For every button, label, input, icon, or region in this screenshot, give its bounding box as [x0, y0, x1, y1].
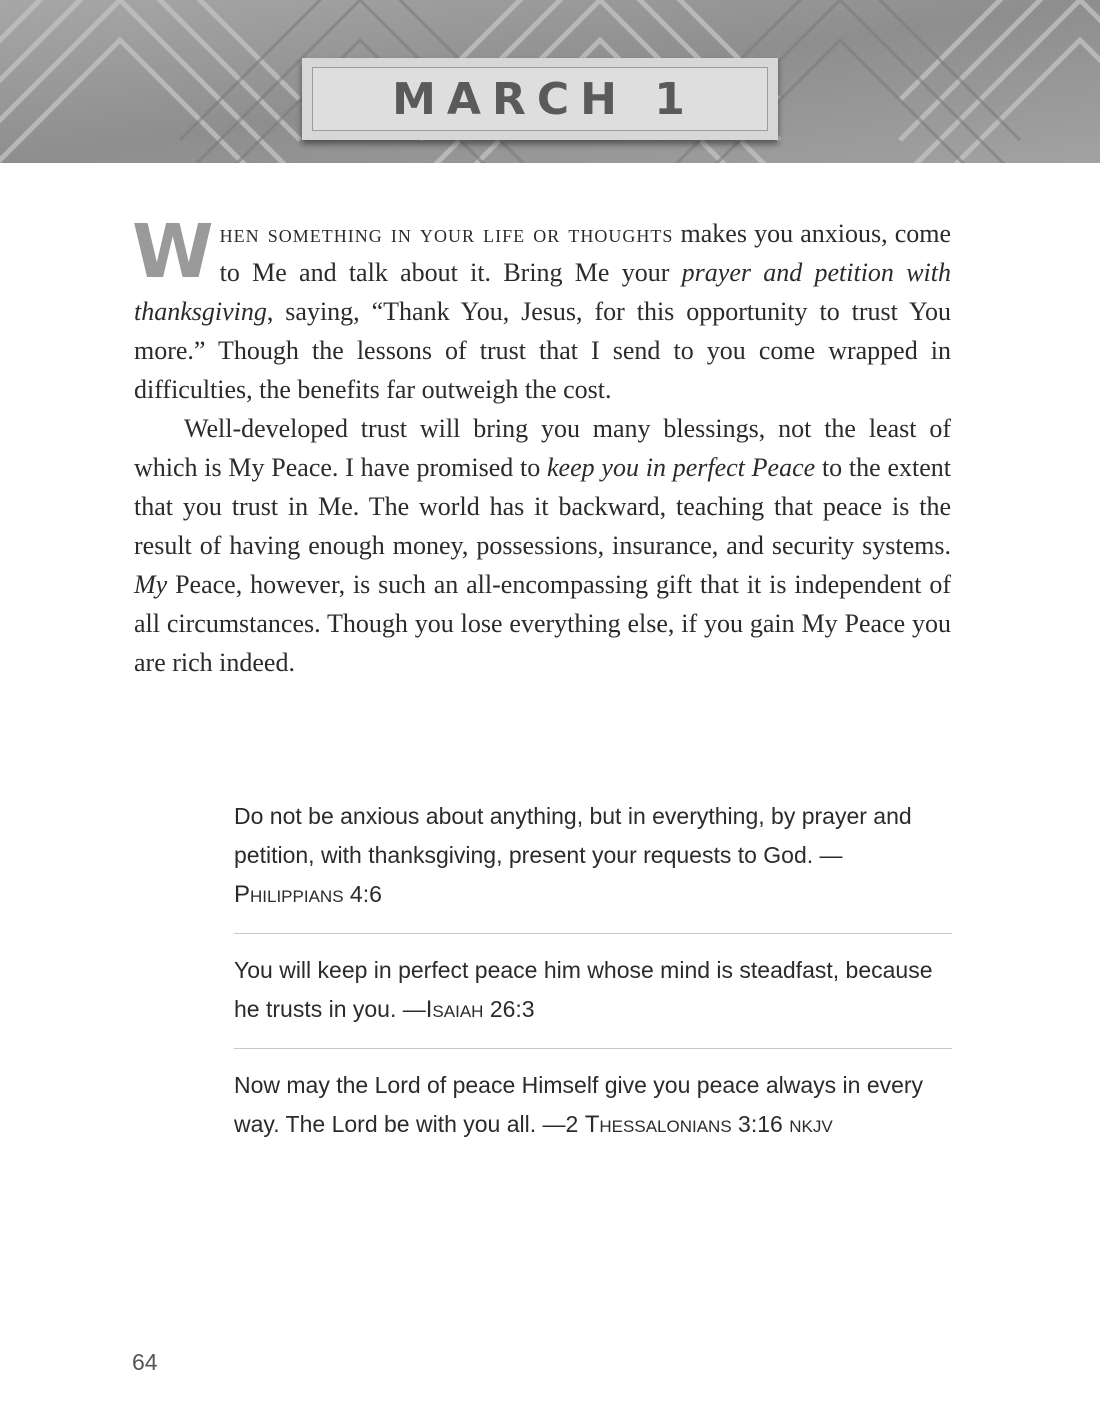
- verse-dash: —: [396, 996, 426, 1022]
- paragraph-2-text-c: Peace, however, is such an all-encompassing gift that it is independent of all circumstances. Though you lose everything else, if you gain My Peace you are rich indeed.: [134, 570, 951, 677]
- opening-smallcaps: hen something in your life or thoughts: [219, 219, 674, 248]
- date-plate: [302, 58, 778, 140]
- verse-book: Thessalonians: [584, 1111, 732, 1138]
- verse-book: Isaiah: [425, 996, 484, 1023]
- scripture-verse: [234, 797, 952, 934]
- paragraph-1-text-b: , saying, “Thank You, Jesus, for this opportunity to trust You more.” Though the lessons of trust that I send to you come wrapped in difficulties, the benefits far outweigh the cost.: [134, 297, 951, 404]
- verse-reference: 3:16: [731, 1111, 790, 1137]
- scripture-list: [234, 797, 952, 1180]
- drop-cap: W: [132, 209, 214, 295]
- verse-text: You will keep in perfect peace him whose mind is steadfast, because he trusts in you.: [234, 957, 933, 1022]
- verse-text: Now may the Lord of peace Himself give you peace always in every way. The Lord be with you all.: [234, 1072, 924, 1137]
- scripture-verse: [234, 951, 952, 1049]
- header-banner: [0, 0, 1100, 163]
- paragraph-2-text-a: Well-developed trust will bring you many blessings, not the least of which is My Peace. I have promised to: [134, 414, 951, 482]
- verse-dash: —2: [536, 1111, 585, 1137]
- verse-reference: 4:6: [343, 881, 382, 907]
- page-title: MARCH 1: [392, 73, 696, 125]
- paragraph-1-text-a: makes you anxious, come to Me and talk about it. Bring Me your: [219, 219, 952, 287]
- verse-book: Philippians: [234, 881, 344, 908]
- verse-text: Do not be anxious about anything, but in everything, by prayer and petition, with thanksgiving, present your requests to God.: [234, 803, 912, 868]
- verse-version: nkjv: [789, 1111, 833, 1138]
- paragraph-1-emphasis: prayer and petition with thanksgiving: [134, 258, 951, 326]
- page-number: 64: [132, 1349, 158, 1375]
- scripture-verse: [234, 1066, 952, 1163]
- devotional-paragraph-1: [132, 209, 952, 409]
- paragraph-2-emphasis-1: keep you in perfect Peace: [547, 453, 816, 482]
- verse-dash: —: [813, 842, 843, 868]
- devotional-text: [132, 209, 952, 682]
- verse-reference: 26:3: [483, 996, 535, 1022]
- date-plate-border: [312, 67, 768, 131]
- devotional-paragraph-2: [134, 409, 951, 682]
- paragraph-2-text-b: to the extent that you trust in Me. The world has it backward, teaching that peace is the result of having enough money, possessions, insurance, and security systems.: [134, 453, 951, 560]
- paragraph-2-emphasis-2: My: [134, 570, 168, 599]
